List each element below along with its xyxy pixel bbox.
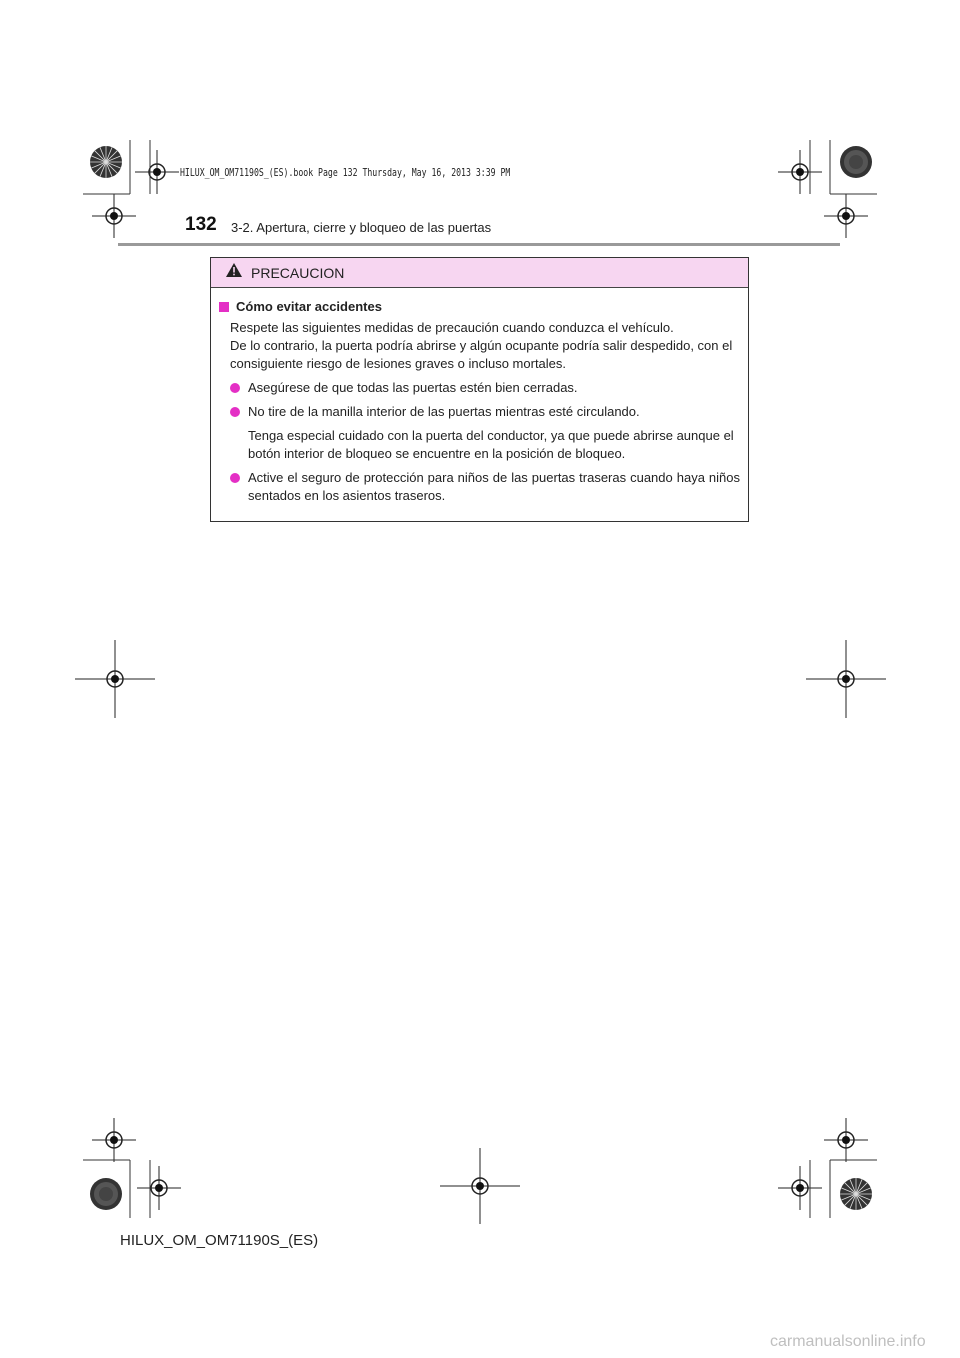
bullet-dot-icon xyxy=(230,473,240,483)
header-rule xyxy=(118,243,840,246)
intro-line-2: De lo contrario, la puerta podría abrirse y algún ocupante podría salir despedido, con el consiguiente riesgo de lesiones graves o incluso mortales. xyxy=(230,338,733,371)
list-item xyxy=(230,403,740,421)
caution-header xyxy=(211,258,748,288)
caution-title: PRECAUCION xyxy=(251,264,345,281)
caution-subheading xyxy=(219,298,740,316)
square-bullet-icon xyxy=(219,302,229,312)
bullet-text: Active el seguro de protección para niños de las puertas traseras cuando haya niños sentados en los asientos traseros. xyxy=(248,470,740,503)
page-number: 132 xyxy=(185,214,217,235)
caution-box xyxy=(210,257,749,522)
section-title: 3-2. Apertura, cierre y bloqueo de las puertas xyxy=(231,220,492,235)
intro-line-1: Respete las siguientes medidas de precaución cuando conduzca el vehículo. xyxy=(230,320,674,335)
list-item xyxy=(230,469,740,505)
watermark: carmanualsonline.info xyxy=(770,1333,926,1350)
caution-body xyxy=(211,288,748,505)
bullet-text: No tire de la manilla interior de las puertas mientras esté circulando. xyxy=(248,404,640,419)
subheading-text: Cómo evitar accidentes xyxy=(236,299,382,314)
bullet-text: Asegúrese de que todas las puertas estén bien cerradas. xyxy=(248,380,578,395)
print-info: HILUX_OM_OM71190S_(ES).book Page 132 Thursday, May 16, 2013 3:39 PM xyxy=(180,167,511,179)
warning-triangle-icon xyxy=(225,262,243,283)
list-item xyxy=(230,379,740,397)
document-code: HILUX_OM_OM71190S_(ES) xyxy=(120,1232,319,1249)
bullet-dot-icon xyxy=(230,383,240,393)
bullet-note: Tenga especial cuidado con la puerta del conductor, ya que puede abrirse aunque el botón interior de bloqueo se encuentre en la posición de bloqueo. xyxy=(248,428,734,461)
bullet-dot-icon xyxy=(230,407,240,417)
